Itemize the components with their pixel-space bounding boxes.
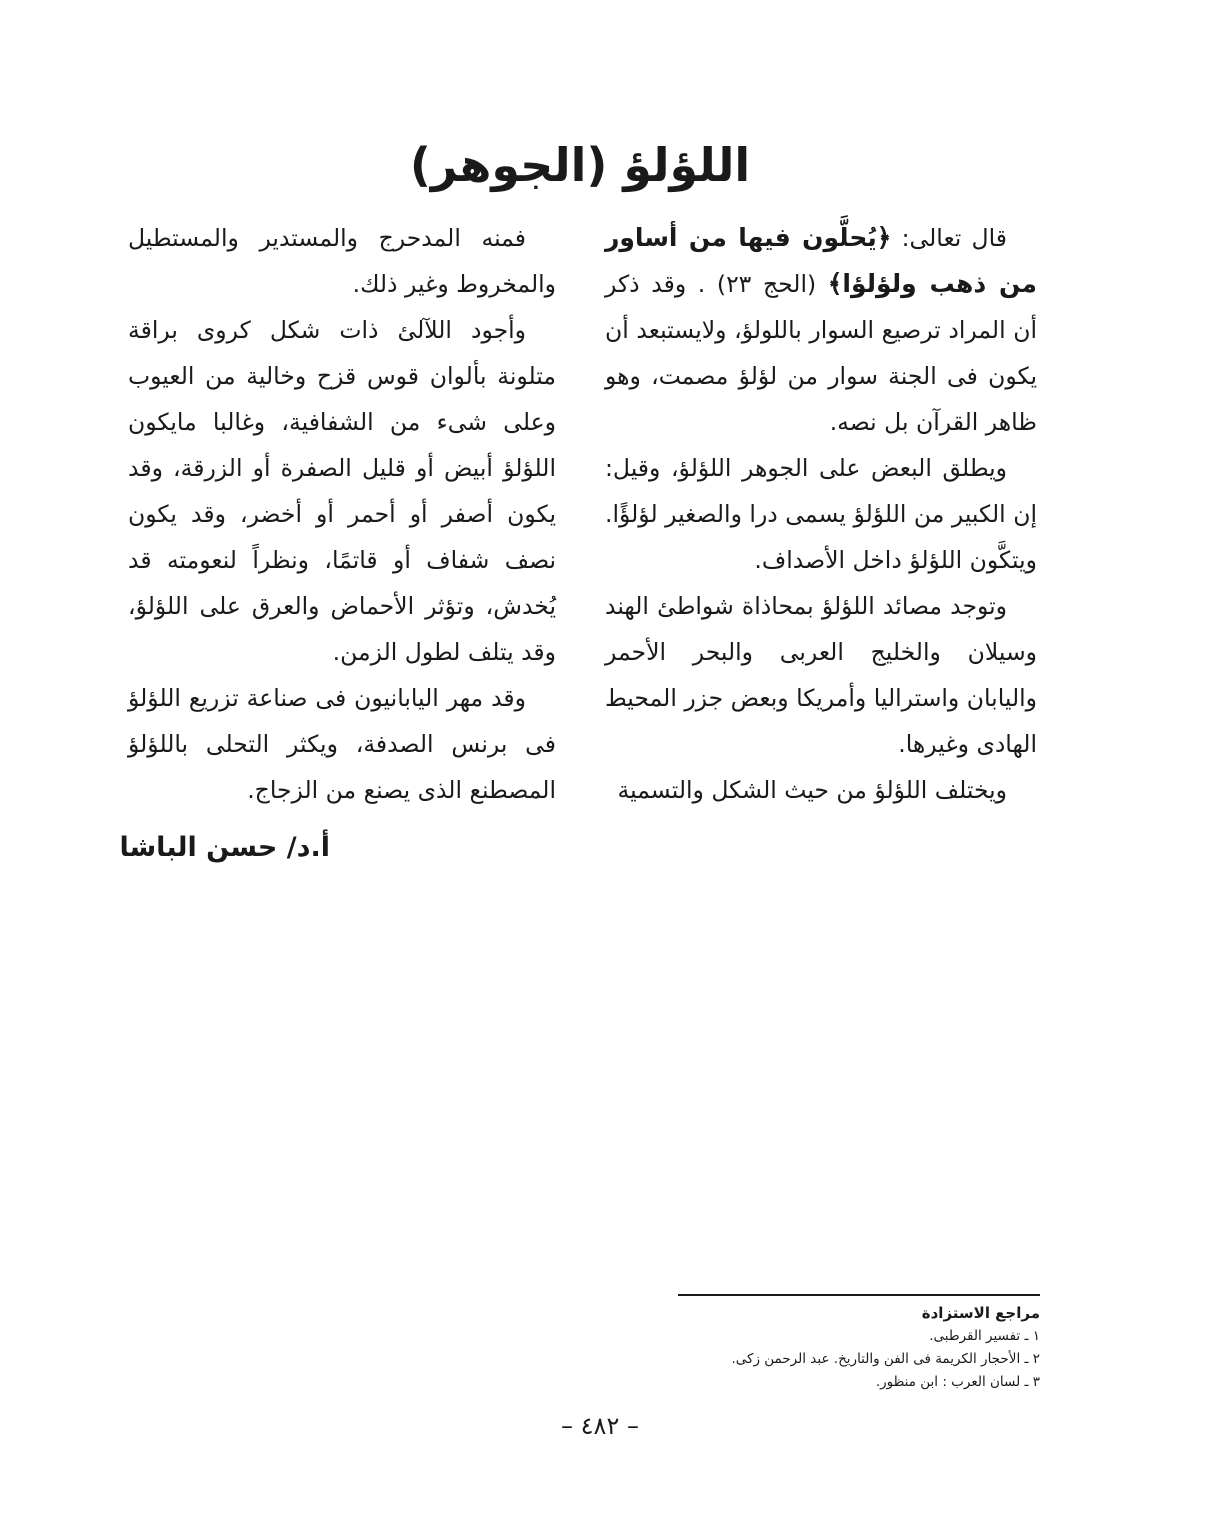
paragraph-6: وأجود اللآلئ ذات شكل كروى براقة متلونة بألوان قوس قزح وخالية من العيوب وعلى شىء من الشفافية، وغالبا مايكون اللؤلؤ أبيض أو قليل الصفرة أو الزرقة، وقد يكون أصفر أو أحمر أو أخضر، وقد يكون نصف شفاف أو قاتمًا، ونظراً لنعومته قد يُخدش، وتؤثر الأحماض والعرق على اللؤلؤ، وقد يتلف لطول الزمن. bbox=[128, 316, 556, 666]
article-title: اللؤلؤ (الجوهر) bbox=[409, 138, 751, 192]
references-divider bbox=[678, 1294, 1040, 1296]
paragraph-1-intro: قال تعالى: bbox=[891, 224, 1007, 252]
page-number: – ٤٨٢ – bbox=[561, 1412, 639, 1440]
references-title: مراجع الاستزادة bbox=[921, 1304, 1040, 1322]
paragraph-4: ويختلف اللؤلؤ من حيث الشكل والتسمية bbox=[617, 776, 1007, 804]
author-signature: أ.د/ حسن الباشا bbox=[119, 832, 330, 863]
paragraph-1-rest: (الحج ٢٣) . وقد ذكر أن المراد ترصيع السوار باللولؤ، ولايستبعد أن يكون فى الجنة سوار من لؤلؤ مصمت، وهو ظاهر القرآن بل نصه. bbox=[605, 270, 1037, 436]
reference-item: ١ ـ تفسير القرطبى. bbox=[929, 1328, 1040, 1344]
quran-verse: ﴿يُحلَّون فيها من أساور من ذهب ولؤلؤا﴾ bbox=[605, 223, 1037, 298]
right-column bbox=[605, 215, 1037, 813]
reference-item: ٣ ـ لسان العرب : ابن منظور. bbox=[875, 1374, 1040, 1390]
references-section bbox=[640, 1302, 1040, 1394]
paragraph-1 bbox=[605, 215, 1037, 445]
paragraph-7: وقد مهر اليابانيون فى صناعة تزريع اللؤلؤ فى برنس الصدفة، ويكثر التحلى باللؤلؤ المصطنع الذى يصنع من الزجاج. bbox=[128, 684, 556, 804]
left-column bbox=[128, 215, 556, 813]
paragraph-5: فمنه المدحرج والمستدير والمستطيل والمخروط وغير ذلك. bbox=[128, 224, 556, 298]
paragraph-3: وتوجد مصائد اللؤلؤ بمحاذاة شواطئ الهند وسيلان والخليج العربى والبحر الأحمر واليابان واستراليا وأمريكا وبعض جزر المحيط الهادى وغيرها. bbox=[605, 592, 1037, 758]
reference-item: ٢ ـ الأحجار الكريمة فى الفن والتاريخ. عبد الرحمن زكى. bbox=[731, 1351, 1040, 1367]
paragraph-2: ويطلق البعض على الجوهر اللؤلؤ، وقيل: إن الكبير من اللؤلؤ يسمى درا والصغير لؤلؤًا. ويتكَّون اللؤلؤ داخل الأصداف. bbox=[605, 454, 1037, 574]
